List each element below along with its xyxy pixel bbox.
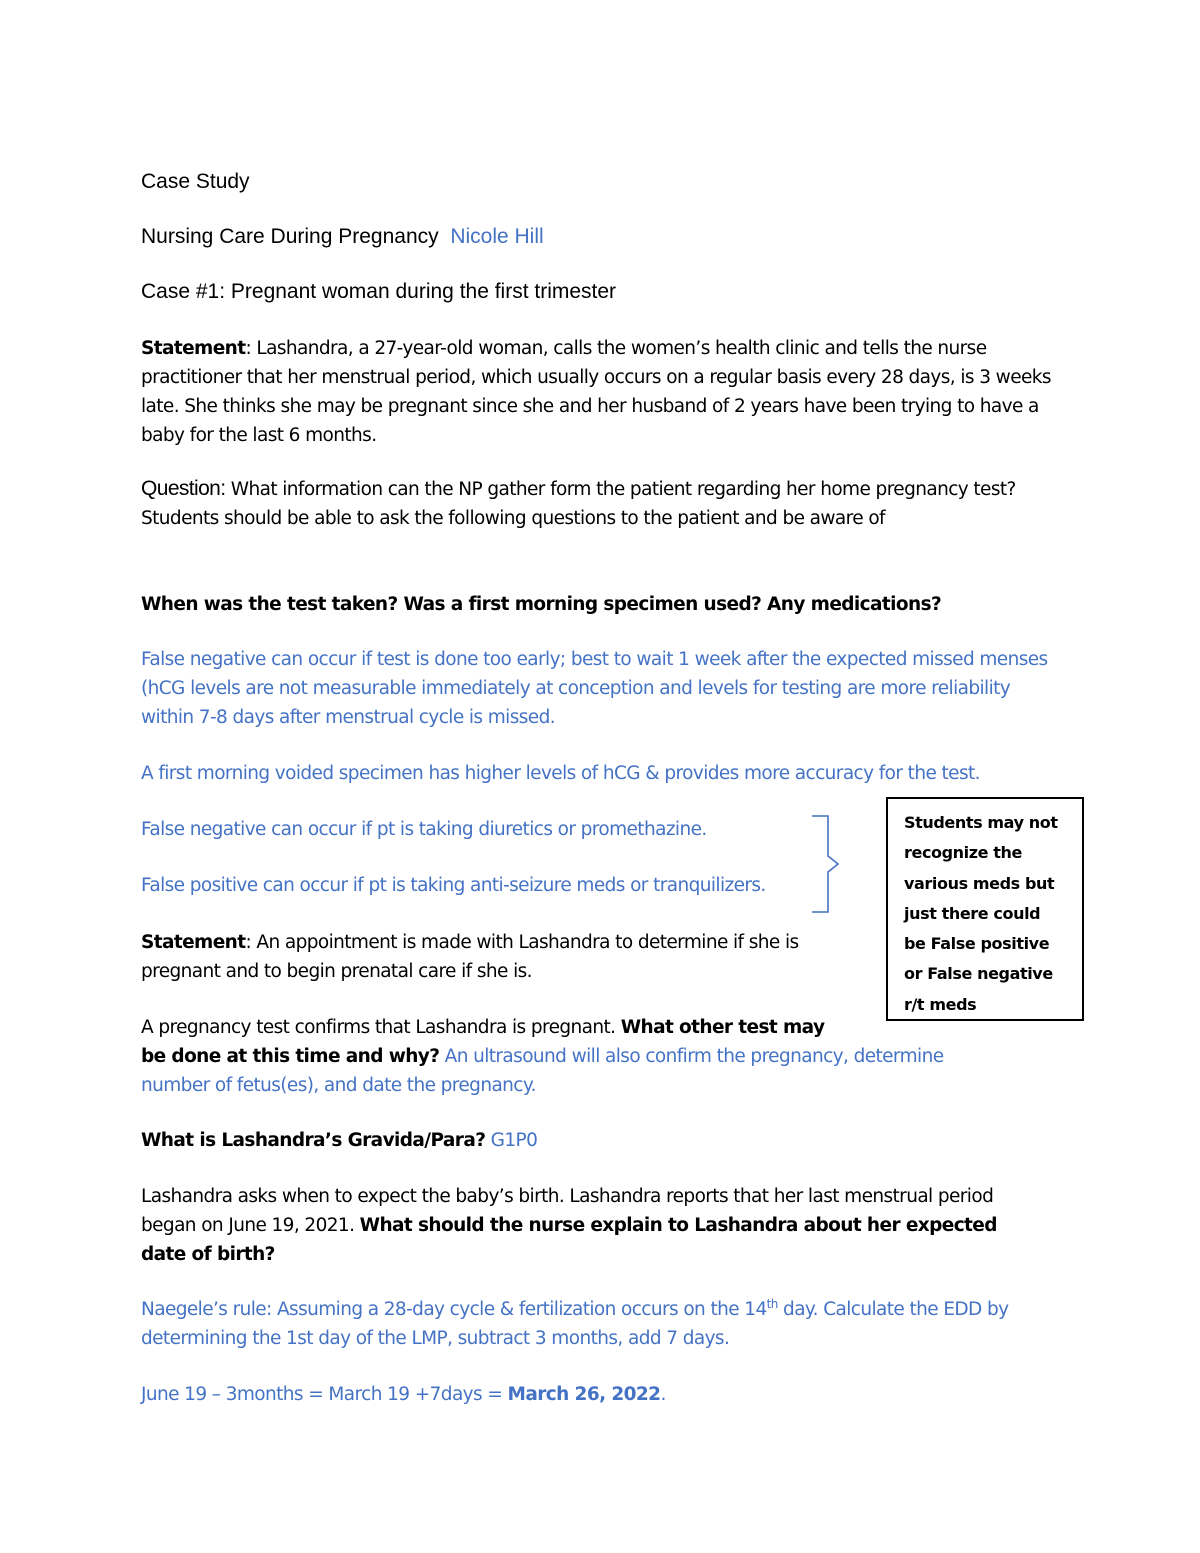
course-title: Nursing Care During Pregnancy xyxy=(141,225,439,248)
confirm-question: be done at this time and why? xyxy=(141,1046,440,1067)
statement-2 xyxy=(141,928,861,986)
statement-1 xyxy=(141,334,1066,450)
question-text: What information can the NP gather form the patient regarding her home pregnancy test? Students should be able to ask the following questions to the patient and be aware of xyxy=(141,479,1016,529)
note-line: Students may not xyxy=(904,813,1058,832)
edd-question: What should the nurse explain to Lashandra about her expected date of birth? xyxy=(141,1215,997,1265)
question-paragraph xyxy=(141,475,1041,533)
gp-answer: G1P0 xyxy=(485,1130,538,1151)
edd-result: March 26, 2022 xyxy=(507,1384,661,1405)
naegele-rule: Naegele’s rule: Assuming a 28-day cycle & fertilization occurs on the 14th day. Calculate the EDD by determining the 1st day of the LMP, subtract 3 months, add 7 days. xyxy=(141,1297,1009,1349)
question-label: Question: xyxy=(141,477,226,500)
answer-false-negative-meds: False negative can occur if pt is taking diuretics or promethazine. xyxy=(141,819,707,840)
document-title: Case Study xyxy=(141,170,250,193)
confirm-paragraph: A pregnancy test confirms that Lashandra is pregnant. What other test may be done at this time and why? An ultrasound will also confirm the pregnancy, determine number of fetus(es), and date the pregnancy. xyxy=(141,1017,944,1096)
edd-calculation: June 19 – 3months = March 19 +7days = March 26, 2022. xyxy=(141,1384,666,1405)
statement-label: Statement xyxy=(141,932,246,953)
note-line: various meds but xyxy=(904,873,1055,893)
case-heading: Case #1: Pregnant woman during the first trimester xyxy=(141,280,617,303)
note-line: be False positive xyxy=(904,934,1050,954)
note-line: recognize the xyxy=(904,843,1022,863)
statement-text: : Lashandra, a 27-year-old woman, calls the women’s health clinic and tells the nurse practitioner that her menstrual period, which usually occurs on a regular basis every 28 days, is 3 weeks late. She thinks she may be pregnant since she and her husband of 2 years have been trying to have a baby for the last 6 months. xyxy=(141,338,1051,446)
gp-question: What is Lashandra’s Gravida/Para? xyxy=(141,1130,486,1151)
confirm-question: What other test may xyxy=(620,1017,825,1038)
course-line xyxy=(141,223,544,251)
note-line: r/t meds xyxy=(904,994,977,1014)
statement-label: Statement xyxy=(141,338,246,359)
statement-text: : An appointment is made with Lashandra to determine if she is pregnant and to begin prenatal care if she is. xyxy=(141,932,799,982)
note-line: or False negative xyxy=(904,964,1053,984)
questions-bold: When was the test taken? Was a first morning specimen used? Any medications? xyxy=(141,594,942,615)
gravida-para xyxy=(141,1126,537,1155)
instructor-note-box xyxy=(886,797,1084,1021)
author-name: Nicole Hill xyxy=(450,225,544,248)
brace-icon xyxy=(810,814,840,916)
answer-false-negative-early: False negative can occur if test is done too early; best to wait 1 week after the expected missed menses (hCG levels are not measurable immediately at conception and levels for testing are more reliability within 7-8 days after menstrual cycle is missed. xyxy=(141,649,1048,728)
note-line: just there could xyxy=(904,903,1041,923)
confirm-answer: An ultrasound will also confirm the pregnancy, determine number of fetus(es), and date the pregnancy. xyxy=(141,1046,944,1096)
answer-first-morning: A first morning voided specimen has higher levels of hCG & provides more accuracy for the test. xyxy=(141,763,980,784)
answer-false-positive-meds: False positive can occur if pt is taking anti-seizure meds or tranquilizers. xyxy=(141,875,766,896)
edd-paragraph: Lashandra asks when to expect the baby’s birth. Lashandra reports that her last menstrual period began on June 19, 2021. What should the nurse explain to Lashandra about her expected date of birth? xyxy=(141,1186,997,1265)
